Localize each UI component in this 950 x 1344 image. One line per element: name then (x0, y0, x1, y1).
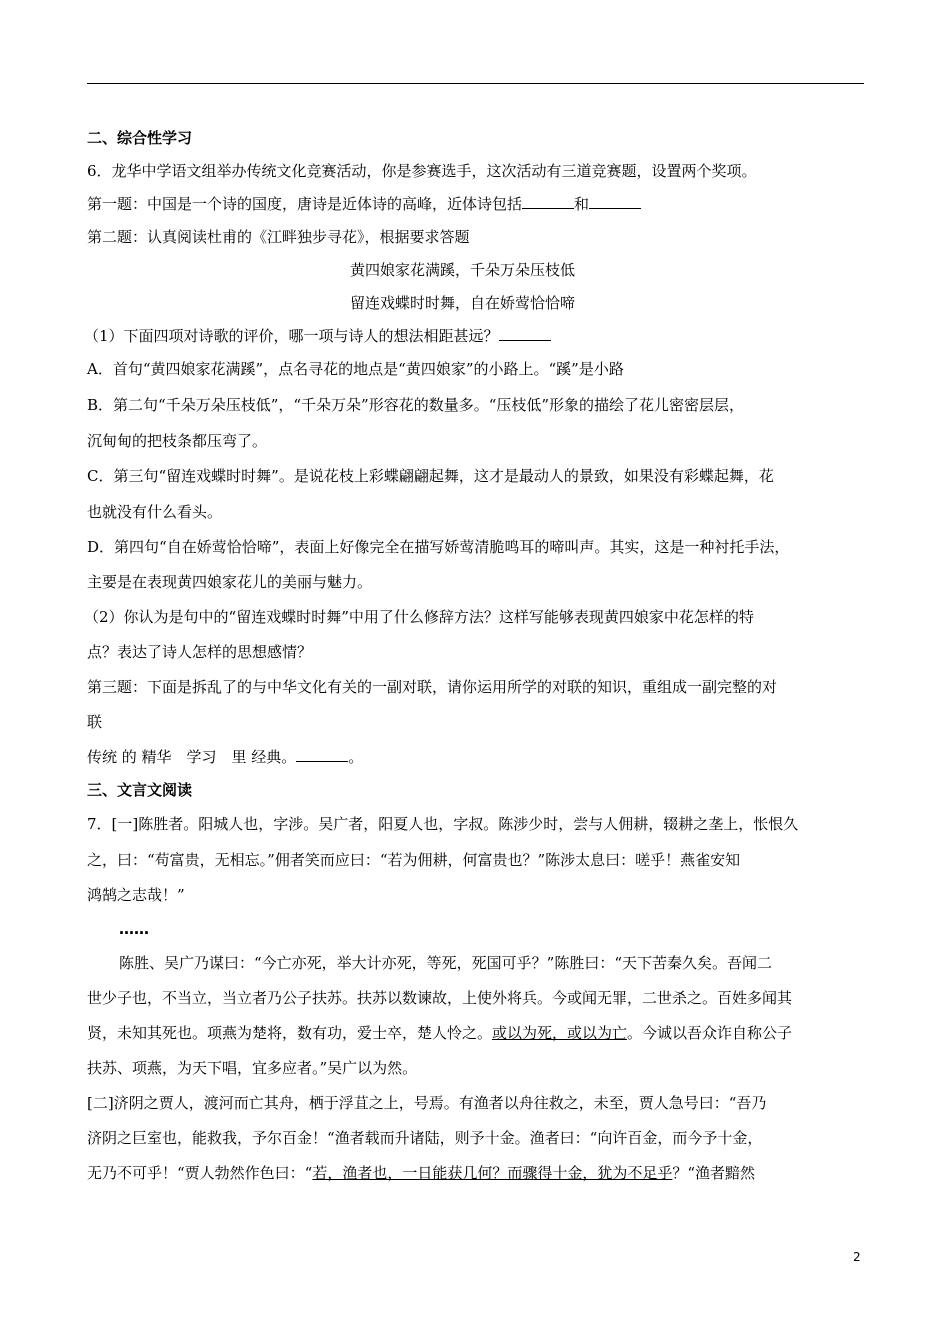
option-c-line-1: C．第三句“留连戏蝶时时舞”。是说花枝上彩蝶翩翩起舞，这才是最动人的景致，如果没有彩蝶起舞，花 (87, 467, 774, 485)
couplet-end: 。 (348, 748, 364, 766)
question-7-line-3: 鸿鹄之志哉！” (87, 886, 185, 904)
question-7-line-2: 之，曰：“苟富贵，无相忘。”佣者笑而应曰：“若为佣耕，何富贵也？”陈涉太息曰：嗟乎！燕雀安知 (87, 851, 741, 869)
answer-blank (499, 326, 551, 341)
option-d-line-2: 主要是在表现黄四娘家花儿的美丽与魅力。 (87, 573, 373, 591)
question-6-intro: 6．龙华中学语文组举办传统文化竞赛活动，你是参赛选手，这次活动有三道竞赛题，设置两个奖项。 (87, 162, 757, 180)
poem-line-1: 黄四娘家花满蹊，千朵万朵压枝低 (350, 261, 576, 279)
task-3-line-2: 联 (87, 713, 103, 731)
header-rule (87, 83, 864, 84)
passage-2-line-3 (87, 1163, 755, 1183)
passage-2-line-1: [二]济阴之贾人，渡河而亡其舟，栖于浮苴之上，号焉。有渔者以舟往救之，未至，贾人急号曰：“吾乃 (87, 1094, 767, 1112)
passage-text: 无乃不可乎！“贾人勃然作色曰：“ (87, 1164, 313, 1182)
passage-1-line-1: 陈胜、吴广乃谋曰：“今亡亦死，举大计亦死，等死，死国可乎？”陈胜曰：“天下苦秦久矣。吾闻二 (119, 954, 773, 972)
underlined-sentence: 或以为死，或以为亡 (492, 1024, 628, 1042)
option-b-line-2: 沉甸甸的把枝条都压弯了。 (87, 432, 268, 450)
passage-text: 贤，未知其死也。项燕为楚将，数有功，爱士卒，楚人怜之。 (87, 1024, 493, 1042)
passage-text: 。今诚以吾众诈自称公子 (627, 1024, 793, 1042)
section-heading-comprehensive: 二、综合性学习 (87, 129, 193, 147)
task-1-and: 和 (574, 195, 590, 213)
task-3-couplet (87, 747, 363, 767)
passage-1-line-4: 扶苏、项燕，为天下唱，宜多应者。”吴广以为然。 (87, 1059, 418, 1077)
task-2: 第二题：认真阅读杜甫的《江畔独步寻花》，根据要求答题 (87, 228, 470, 246)
section-heading-classical: 三、文言文阅读 (87, 781, 193, 799)
task-1-text: 第一题：中国是一个诗的国度，唐诗是近体诗的高峰，近体诗包括 (87, 195, 523, 213)
passage-text: ？“渔者黯然 (672, 1164, 756, 1182)
sub-question-2-line-2: 点？表达了诗人怎样的思想感情？ (87, 643, 313, 661)
option-d-line-1: D．第四句“自在娇莺恰恰啼”，表面上好像完全在描写娇莺清脆鸣耳的啼叫声。其实，这是一种衬托手法， (87, 538, 790, 556)
couplet-words: 传统 的 精华 学习 里 经典。 (87, 748, 297, 766)
option-b-line-1: B．第二句“千朵万朵压枝低”，“千朵万朵”形容花的数量多。“压枝低”形象的描绘了花儿密密层层， (87, 396, 745, 414)
sub-question-1 (84, 326, 551, 346)
question-7-line-1: 7．[一]陈胜者。阳城人也，字涉。吴广者，阳夏人也，字叔。陈涉少时，尝与人佣耕，辍耕之垄上，怅恨久 (87, 815, 799, 833)
passage-1-line-3 (87, 1023, 792, 1043)
poem-line-2: 留连戏蝶时时舞，自在娇莺恰恰啼 (350, 294, 576, 312)
passage-1-line-2: 世少子也，不当立，当立者乃公子扶苏。扶苏以数谏故，上使外将兵。今或闻无罪，二世杀之。百姓多闻其 (87, 989, 793, 1007)
passage-2-line-2: 济阴之巨室也，能救我，予尔百金！“渔者载而升诸陆，则予十金。渔者曰：“向许百金，而今予十金， (87, 1129, 763, 1147)
task-1 (87, 194, 641, 214)
option-c-line-2: 也就没有什么看头。 (87, 503, 223, 521)
page-number: 2 (853, 1250, 861, 1264)
answer-blank (296, 747, 348, 762)
sub-question-2-line-1: （2）你认为是句中的“留连戏蝶时时舞”中用了什么修辞方法？这样写能够表现黄四娘家中花怎样的特 (84, 608, 754, 626)
task-3-line-1: 第三题：下面是拆乱了的与中华文化有关的一副对联，请你运用所学的对联的知识，重组成一副完整的对 (87, 678, 778, 696)
sub-question-1-text: （1）下面四项对诗歌的评价，哪一项与诗人的想法相距甚远？ (84, 327, 499, 345)
answer-blank (522, 194, 574, 209)
option-a: A．首句“黄四娘家花满蹊”，点名寻花的地点是“黄四娘家”的小路上。“蹊”是小路 (87, 360, 624, 378)
ellipsis: …… (119, 920, 149, 938)
answer-blank (589, 194, 641, 209)
underlined-sentence: 若，渔者也，一日能获几何？而骤得十金，犹为不足乎 (312, 1164, 673, 1182)
